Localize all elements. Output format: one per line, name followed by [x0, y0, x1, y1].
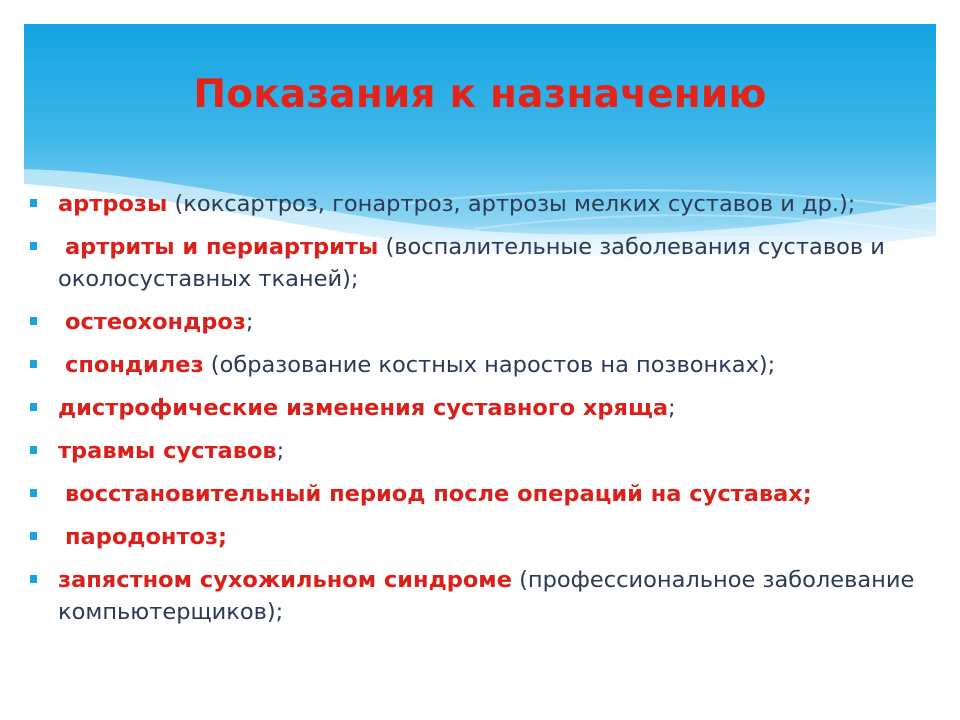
item-description: ; — [245, 309, 254, 335]
slide-title: Показания к назначению — [193, 72, 767, 117]
item-keyword: остеохондроз — [65, 309, 246, 335]
list-item — [28, 349, 928, 381]
square-bullet-icon — [30, 575, 37, 583]
list-item — [28, 478, 928, 510]
list-item — [28, 521, 928, 553]
item-description: ; — [668, 395, 676, 421]
square-bullet-icon — [30, 242, 37, 250]
square-bullet-icon — [30, 317, 37, 325]
item-keyword: спондилез — [65, 352, 204, 378]
list-item — [28, 231, 928, 295]
square-bullet-icon — [30, 403, 37, 411]
item-keyword: артриты и периартриты — [65, 234, 379, 260]
list-item — [28, 564, 928, 628]
item-keyword: запястном сухожильном синдроме — [58, 567, 512, 593]
item-keyword: артрозы — [58, 191, 168, 217]
item-description: ; — [276, 438, 285, 464]
item-description: (профессиональное заболевание компьютерщиков); — [58, 567, 915, 625]
item-description: (воспалительные заболевания суставов и околосуставных тканей); — [58, 234, 885, 292]
list-item — [28, 188, 928, 220]
item-description: (коксартроз, гонартроз, артрозы мелких суставов и др.); — [167, 191, 856, 217]
item-keyword: травмы суставов — [58, 438, 277, 464]
indications-list — [28, 188, 928, 639]
square-bullet-icon — [30, 199, 37, 207]
square-bullet-icon — [30, 360, 37, 368]
list-item — [28, 306, 928, 338]
square-bullet-icon — [30, 489, 37, 497]
item-keyword: пародонтоз; — [65, 524, 228, 550]
item-keyword: восстановительный период после операций на суставах; — [65, 481, 812, 507]
square-bullet-icon — [30, 532, 37, 540]
item-description: (образование костных наростов на позвонках); — [203, 352, 776, 378]
list-item — [28, 392, 928, 424]
square-bullet-icon — [30, 446, 37, 454]
list-item — [28, 435, 928, 467]
item-keyword: дистрофические изменения суставного хряща — [58, 395, 669, 421]
